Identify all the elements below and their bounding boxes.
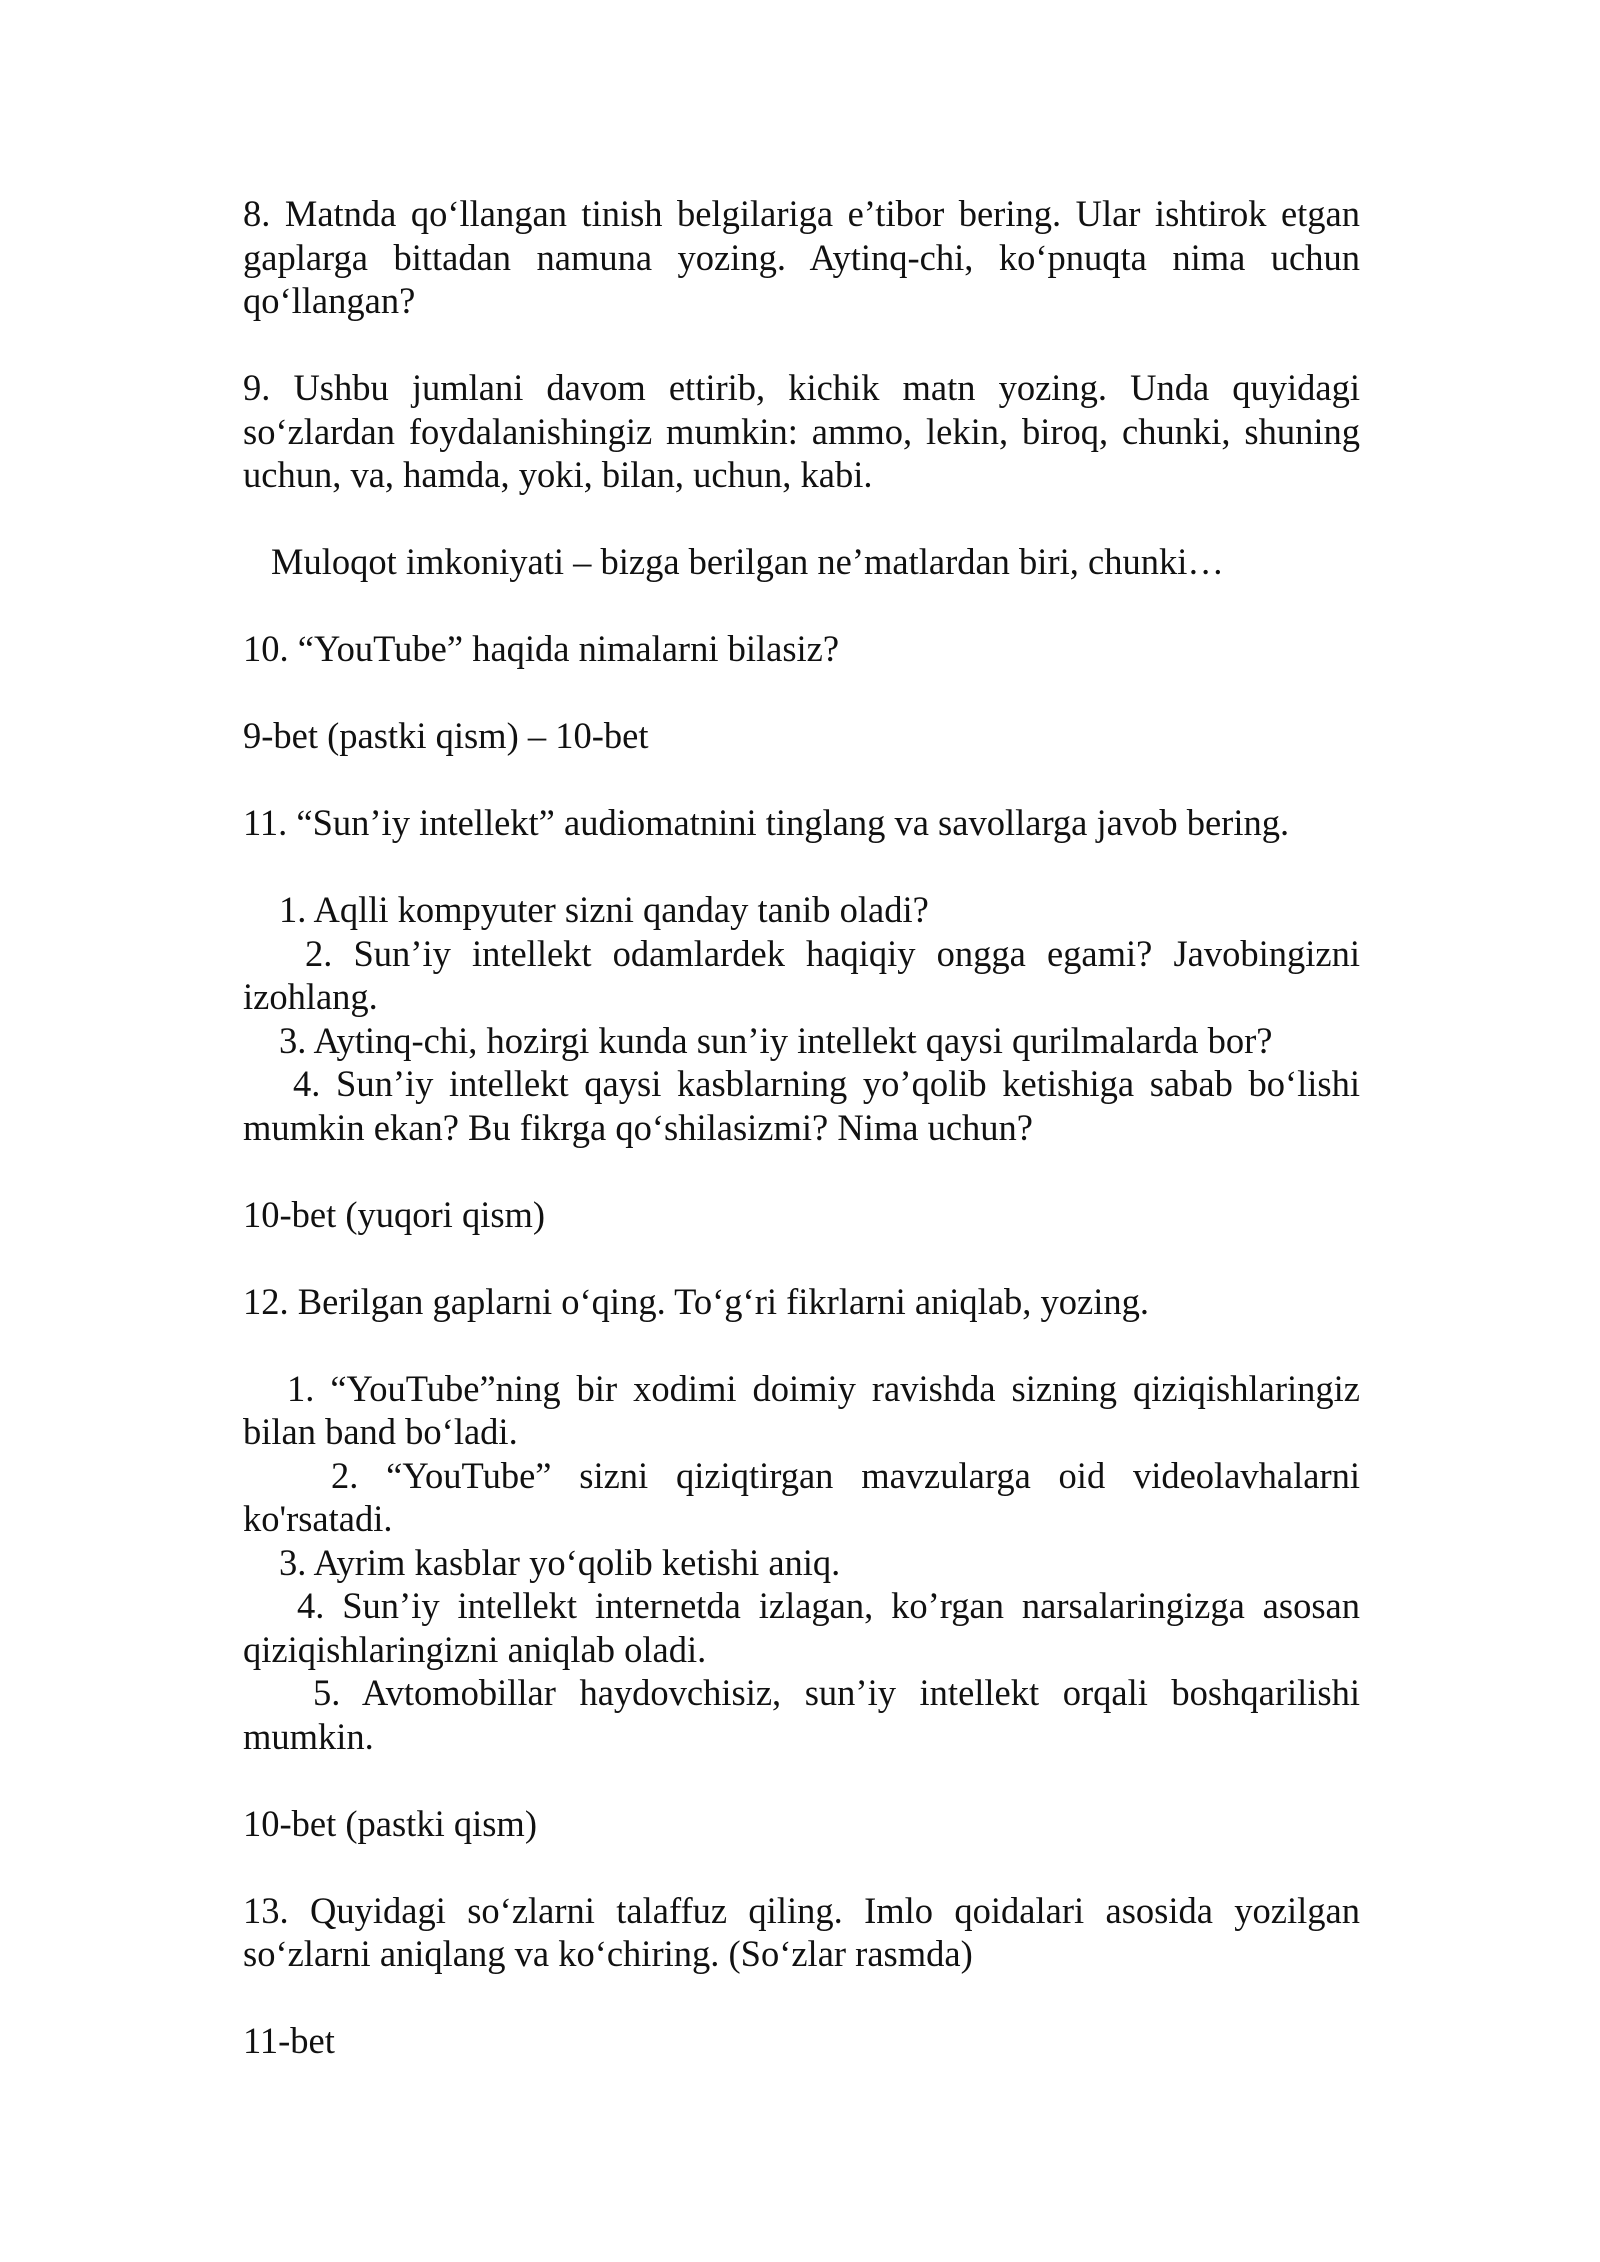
page-reference: 11-bet	[243, 2020, 335, 2061]
question-11-list	[243, 888, 1360, 1149]
list-item: 3. Aytinq-chi, hozirgi kunda sun’iy intellekt qaysi qurilmalarda bor?	[279, 1019, 1273, 1061]
question-12: 12. Berilgan gaplarni o‘qing. To‘g‘ri fikrlarni aniqlab, yozing.	[243, 1280, 1149, 1322]
list-item: 4. Sun’iy intellekt qaysi kasblarning yo’qolib ketishiga sabab bo‘lishi mumkin ekan? Bu fikrga qo‘shilasizmi? Nima uchun?	[243, 1063, 1360, 1148]
page-reference: 10-bet (pastki qism)	[243, 1802, 537, 1844]
question-9-prompt: Muloqot imkoniyati – bizga berilgan ne’matlardan biri, chunki…	[271, 541, 1224, 582]
list-item: 2. “YouTube” sizni qiziqtirgan mavzularga oid videolavhalarni ko'rsatadi.	[243, 1454, 1360, 1539]
question-11: 11. “Sun’iy intellekt” audiomatnini tinglang va savollarga javob bering.	[243, 802, 1290, 843]
question-13: 13. Quyidagi so‘zlarni talaffuz qiling. Imlo qoidalari asosida yozilgan so‘zlarni aniqlang va ko‘chiring. (So‘zlar rasmda)	[243, 1889, 1360, 1974]
page-reference: 9-bet (pastki qism) – 10-bet	[243, 715, 649, 756]
list-item: 2. Sun’iy intellekt odamlardek haqiqiy ongga egami? Javobingizni izohlang.	[243, 932, 1360, 1017]
list-item: 4. Sun’iy intellekt internetda izlagan, ko’rgan narsalaringizga asosan qiziqishlaringizni aniqlab oladi.	[243, 1585, 1360, 1670]
list-item: 3. Ayrim kasblar yo‘qolib ketishi aniq.	[279, 1541, 841, 1583]
list-item: 1. Aqlli kompyuter sizni qanday tanib oladi?	[279, 889, 929, 930]
list-item: 1. “YouTube”ning bir xodimi doimiy ravishda sizning qiziqishlaringiz bilan band bo‘ladi.	[243, 1367, 1360, 1452]
document-page	[243, 192, 1360, 2106]
list-item: 5. Avtomobillar haydovchisiz, sun’iy intellekt orqali boshqarilishi mumkin.	[243, 1672, 1360, 1757]
question-10: 10. “YouTube” haqida nimalarni bilasiz?	[243, 628, 840, 669]
question-8: 8. Matnda qo‘llangan tinish belgilariga e’tibor bering. Ular ishtirok etgan gaplarga bittadan namuna yozing. Aytinq-chi, ko‘pnuqta nima uchun qo‘llangan?	[243, 193, 1360, 321]
question-9: 9. Ushbu jumlani davom ettirib, kichik matn yozing. Unda quyidagi so‘zlardan foydalanishingiz mumkin: ammo, lekin, biroq, chunki, shuning uchun, va, hamda, yoki, bilan, uchun, kabi.	[243, 367, 1360, 495]
page-reference: 10-bet (yuqori qism)	[243, 1193, 546, 1235]
question-12-list	[243, 1367, 1360, 1759]
